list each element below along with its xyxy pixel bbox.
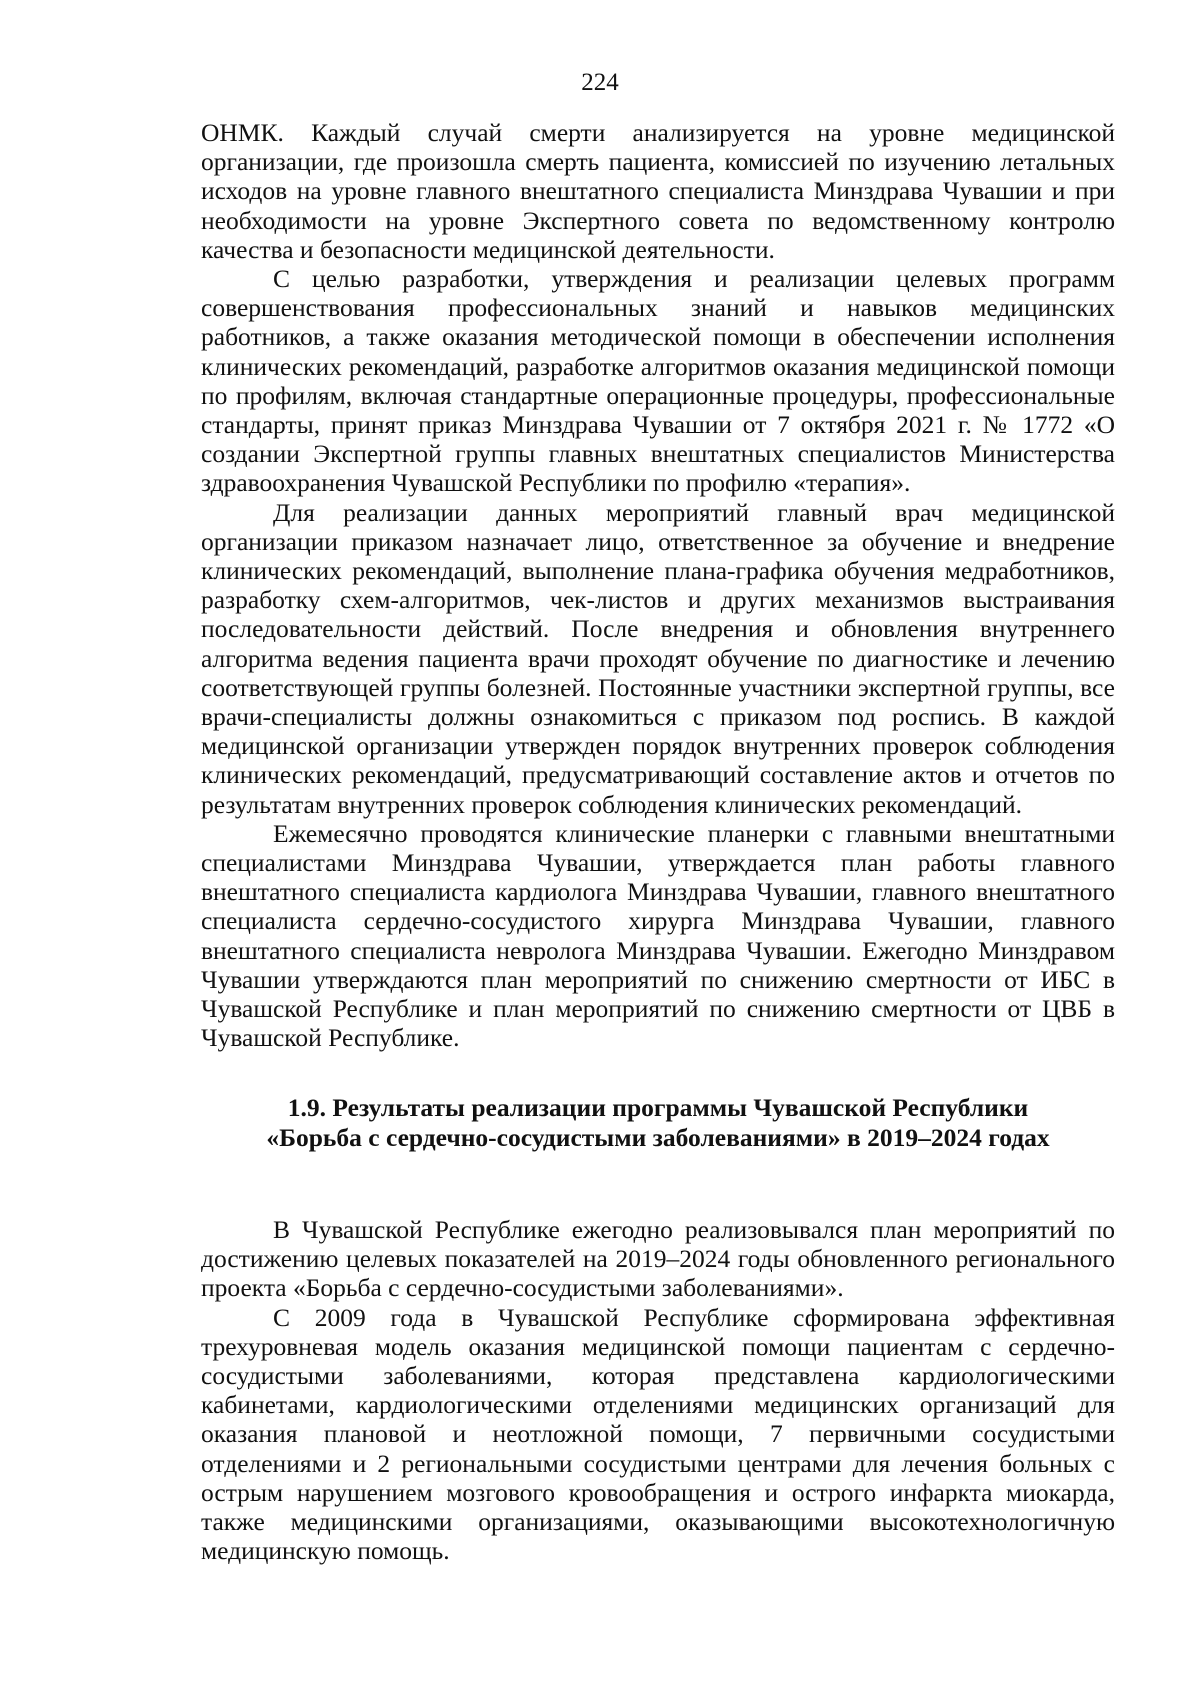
page-number: 224 [581, 69, 619, 96]
section-heading-line-1: 1.9. Результаты реализации программы Чувашской Республики [287, 1093, 1029, 1122]
body-text-top [201, 118, 1115, 1053]
paragraph-expert-group-order: С целью разработки, утверждения и реализации целевых программ совершенствования профессиональных знаний и навыков медицинских работников, а также оказания методической помощи в обеспечении исполнения клинических рекомендаций, разработке алгоритмов оказания медицинской помощи по профилям, включая стандартные операционные процедуры, профессиональные стандарты, принят приказ Минздрава Чувашии от 7 октября 2021 г. № 1772 «О создании Экспертной группы главных внештатных специалистов Министерства здравоохранения Чувашской Республики по профилю «терапия». [201, 264, 1115, 498]
paragraph-onmk: ОНМК. Каждый случай смерти анализируется на уровне медицинской организации, где произошла смерть пациента, комиссией по изучению летальных исходов на уровне главного внештатного специалиста Минздрава Чувашии и при необходимости на уровне Экспертного совета по ведомственному контролю качества и безопасности медицинской деятельности. [201, 118, 1115, 264]
section-heading-line-2: «Борьба с сердечно-сосудистыми заболеваниями» в 2019–2024 годах [266, 1123, 1050, 1152]
paragraph-clinical-recommendations: Для реализации данных мероприятий главный врач медицинской организации приказом назначает лицо, ответственное за обучение и внедрение клинических рекомендаций, выполнение плана-графика обучения медработников, разработку схем-алгоритмов, чек-листов и других механизмов выстраивания последовательности действий. После внедрения и обновления внутреннего алгоритма ведения пациента врачи проходят обучение по диагностике и лечению соответствующей группы болезней. Постоянные участники экспертной группы, все врачи-специалисты должны ознакомиться с приказом под роспись. В каждой медицинской организации утвержден порядок внутренних проверок соблюдения клинических рекомендаций, предусматривающий составление актов и отчетов по результатам внутренних проверок соблюдения клинических рекомендаций. [201, 497, 1115, 819]
section-heading [201, 1093, 1115, 1153]
body-text-bottom [201, 1215, 1115, 1565]
paragraph-three-level-model: С 2009 года в Чувашской Республике сформирована эффективная трехуровневая модель оказания медицинской помощи пациентам с сердечно-сосудистыми заболеваниями, которая представлена кардиологическими кабинетами, кардиологическими отделениями медицинских организаций для оказания плановой и неотложной помощи, 7 первичными сосудистыми отделениями и 2 региональными сосудистыми центрами для лечения больных с острым нарушением мозгового кровообращения и острого инфаркта миокарда, также медицинскими организациями, оказывающими высокотехнологичную медицинскую помощь. [201, 1302, 1115, 1566]
paragraph-regional-project: В Чувашской Республике ежегодно реализовывался план мероприятий по достижению целевых показателей на 2019–2024 годы обновленного регионального проекта «Борьба с сердечно-сосудистыми заболеваниями». [201, 1215, 1115, 1303]
paragraph-monthly-meetings: Ежемесячно проводятся клинические планерки с главными внештатными специалистами Минздрава Чувашии, утверждается план работы главного внештатного специалиста кардиолога Минздрава Чувашии, главного внештатного специалиста сердечно-сосудистого хирурга Минздрава Чувашии, главного внештатного специалиста невролога Минздрава Чувашии. Ежегодно Минздравом Чувашии утверждаются план мероприятий по снижению смертности от ИБС в Чувашской Республике и план мероприятий по снижению смертности от ЦВБ в Чувашской Республике. [201, 818, 1115, 1053]
